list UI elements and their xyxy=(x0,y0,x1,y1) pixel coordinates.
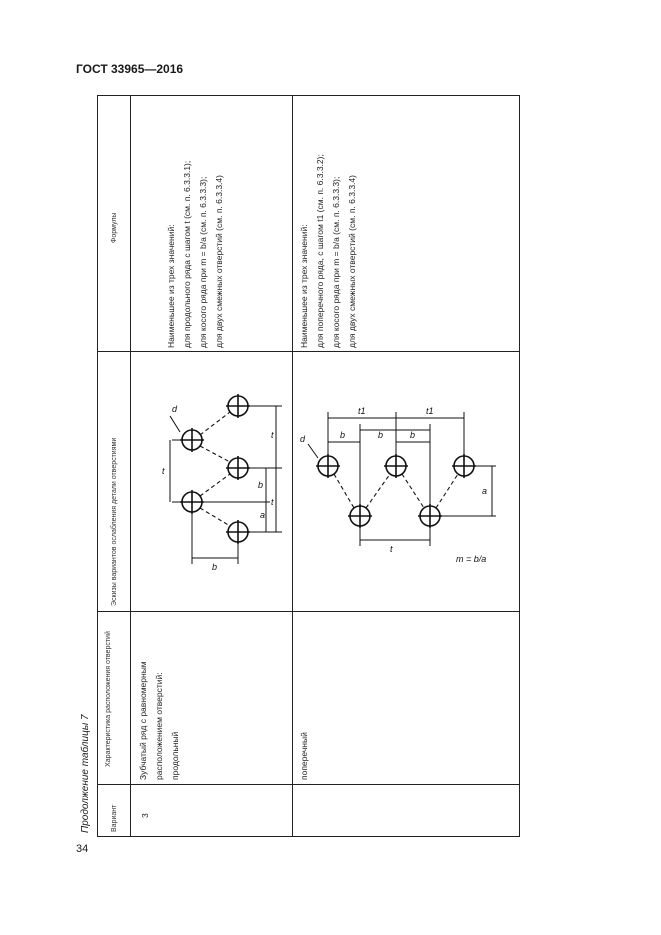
label-t1-top-left: t1 xyxy=(358,406,366,416)
label-b-right: b xyxy=(410,430,416,440)
table-border-right xyxy=(519,95,520,837)
hole-1 xyxy=(226,394,250,418)
col-divider-sketches xyxy=(97,351,520,352)
variant-number: 3 xyxy=(140,813,150,818)
label-b-left: b xyxy=(340,430,346,440)
col-divider-characteristic xyxy=(97,611,520,612)
col-divider-variant xyxy=(97,784,520,785)
column-header-variant: Вариант xyxy=(111,804,118,832)
label-a-trans: a xyxy=(482,486,488,496)
table-border-bottom xyxy=(97,836,520,837)
sketch-longitudinal xyxy=(150,380,290,580)
document-header: ГОСТ 33965—2016 xyxy=(76,62,184,76)
characteristic-transverse: поперечный xyxy=(299,732,309,780)
formula-long-line-2: для продольного ряда с шагом t (см. п. 6.3.3.1); xyxy=(182,160,192,348)
characteristic-main: Зубчатый ряд с равномерным расположением отверстий: xyxy=(138,661,164,780)
label-b: b xyxy=(258,480,264,490)
row-divider xyxy=(292,96,293,836)
formula-trans-line-2: для поперечного ряда, с шагом t1 (см. п. 6.3.3.2); xyxy=(315,154,325,348)
page-number: 34 xyxy=(76,843,89,855)
label-t-top: t xyxy=(271,430,274,440)
hole-5 xyxy=(226,520,250,544)
formula-trans-line-3: для косого ряда при m = b/a (см. п. 6.3.3.3); xyxy=(331,176,341,348)
table-border-top xyxy=(97,95,520,96)
hole-t3 xyxy=(452,454,476,478)
hole-t1 xyxy=(316,454,340,478)
hole-t4 xyxy=(348,504,372,528)
column-header-characteristic: Характеристика расположения отверстий xyxy=(105,631,112,767)
label-t1-top-right: t1 xyxy=(426,406,434,416)
column-header-sketches: Эскизы вариантов ослабления детали отверстиями xyxy=(111,437,118,606)
table-border-left xyxy=(97,95,98,837)
characteristic-longitudinal: продольный xyxy=(170,731,180,780)
label-d: d xyxy=(172,404,178,414)
column-header-formulas: Формулы xyxy=(111,212,118,243)
label-m-formula: m = b/a xyxy=(456,554,487,564)
label-t-bottom-trans: t xyxy=(390,544,393,554)
hole-t2 xyxy=(384,454,408,478)
formula-long-line-3: для косого ряда при m = b/a (см. п. 6.3.3.3); xyxy=(198,176,208,348)
formula-long-line-4: для двух смежных отверстий (см. п. 6.3.3.4) xyxy=(214,175,224,348)
hole-t5 xyxy=(418,504,442,528)
label-a: a xyxy=(260,510,266,520)
sketch-transverse xyxy=(296,402,516,582)
label-d-trans: d xyxy=(300,434,306,444)
formula-trans-line-4: для двух смежных отверстий (см. п. 6.3.3.4) xyxy=(347,175,357,348)
formula-long-line-1: Наименьшее из трех значений: xyxy=(166,224,176,348)
hole-3 xyxy=(226,456,250,480)
table-caption: Продолжение таблицы 7 xyxy=(80,714,91,833)
formula-trans-line-1: Наименьшее из трех значений: xyxy=(299,224,309,348)
label-b-bottom: b xyxy=(212,562,218,572)
label-t-bottom: t xyxy=(271,497,274,507)
label-b-mid: b xyxy=(378,430,384,440)
label-t-left: t xyxy=(162,466,165,476)
header-divider xyxy=(130,95,131,837)
